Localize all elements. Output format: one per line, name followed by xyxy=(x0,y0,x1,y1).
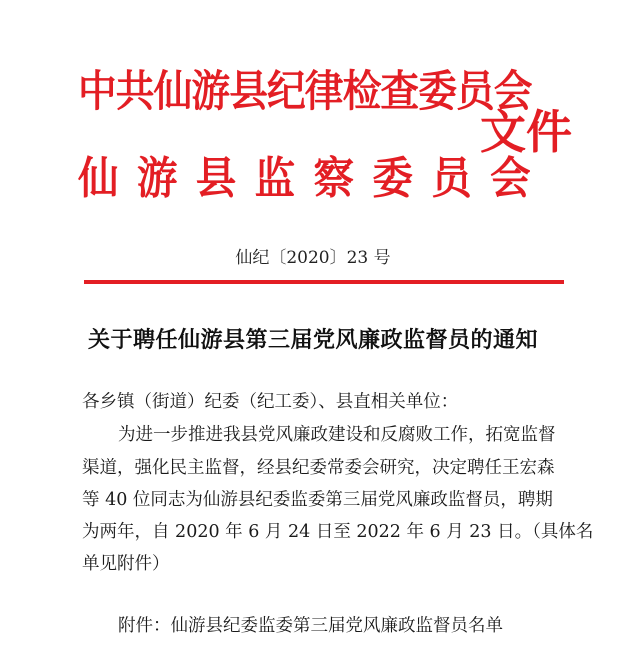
body-line-3: 等 40 位同志为仙游县纪委监委第三届党风廉政监督员，聘期 xyxy=(82,490,553,510)
red-divider-rule xyxy=(84,280,564,284)
issuer-line-1: 中共仙游县纪律检查委员会 xyxy=(78,67,532,117)
body-line-1: 为进一步推进我县党风廉政建设和反腐败工作，拓宽监督 xyxy=(118,425,556,445)
attachment-line: 附件：仙游县纪委监委第三届党风廉政监督员名单 xyxy=(118,616,503,636)
red-header xyxy=(78,48,572,208)
document-number: 仙纪〔2020〕23 号 xyxy=(235,248,391,268)
salutation: 各乡镇（街道）纪委（纪工委）、县直相关单位： xyxy=(82,392,459,412)
notice-title: 关于聘任仙游县第三届党风廉政监督员的通知 xyxy=(87,327,538,353)
body-line-5: 单见附件） xyxy=(82,554,170,574)
body-line-4: 为两年，自 2020 年 6 月 24 日至 2022 年 6 月 23 日。（具体名 xyxy=(82,522,594,542)
issuer-line-2: 仙游县监察委员会 xyxy=(78,153,550,204)
body-line-2: 渠道，强化民主监督，经县纪委常委会研究，决定聘任王宏森 xyxy=(82,458,555,478)
document-word: 文件 xyxy=(480,105,572,159)
